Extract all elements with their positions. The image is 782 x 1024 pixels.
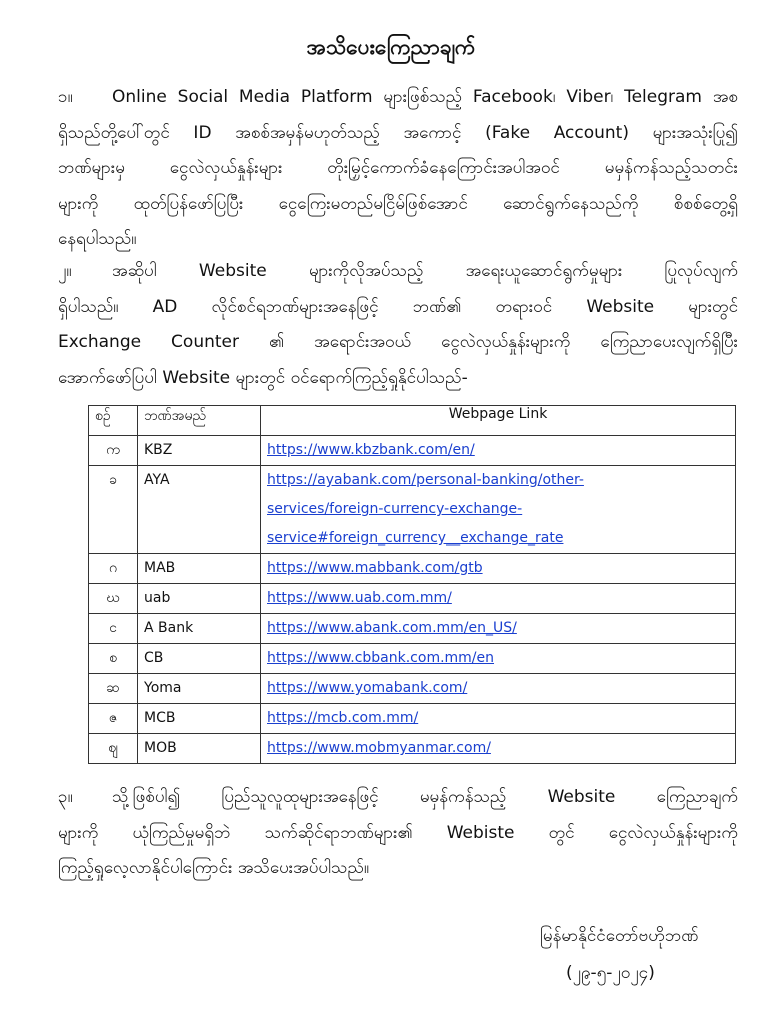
paragraph-3-line: ၃။ သို့ဖြစ်ပါ၍ ပြည်သူလူထုများအနေဖြင့် မမှန်ကန်သည့် Website ကြေညာချက် <box>58 780 738 816</box>
table-row <box>89 614 736 644</box>
paragraph-3-line: များကို ယုံကြည်မှုမရှိဘဲ သက်ဆိုင်ရာဘဏ်များ၏ Webiste တွင် ငွေလဲလှယ်နှုန်းများကို <box>58 822 738 843</box>
header-bank-name: ဘဏ်အမည် <box>138 406 261 436</box>
link-cell <box>261 704 736 734</box>
paragraph-2 <box>58 254 738 396</box>
signature-organization: မြန်မာနိုင်ငံတော်ဗဟိုဘဏ် <box>540 926 699 946</box>
table-row <box>89 436 736 466</box>
paragraph-1 <box>58 80 738 258</box>
webpage-link[interactable]: https://www.abank.com.mm/en_US/ <box>267 620 517 636</box>
bank-name: AYA <box>138 466 261 554</box>
link-cell <box>261 584 736 614</box>
paragraph-2-number: ၂။ <box>58 261 72 281</box>
paragraph-2-line: Exchange Counter ၏ အရောင်းအဝယ် ငွေလဲလှယ်နှုန်းများကို ကြေညာပေးလျက်ရှိပြီး <box>58 332 738 353</box>
table-row <box>89 704 736 734</box>
link-cell <box>261 674 736 704</box>
row-number: ဂ <box>89 554 138 584</box>
row-number: ဆ <box>89 674 138 704</box>
header-webpage-link: Webpage Link <box>261 406 736 436</box>
link-cell <box>261 644 736 674</box>
signature-date: (၂၉-၅-၂၀၂၄) <box>566 963 655 983</box>
bank-name: MOB <box>138 734 261 764</box>
paragraph-1-line: ရှိသည်တို့ပေါ်တွင် ID အစစ်အမှန်မဟုတ်သည့် အကောင့် (Fake Account) များအသုံးပြု၍ <box>58 122 738 143</box>
table-row <box>89 644 736 674</box>
bank-name: KBZ <box>138 436 261 466</box>
paragraph-1-line: နေရပါသည်။ <box>58 229 137 250</box>
paragraph-3-line: ကြည့်ရှုလေ့လာနိုင်ပါကြောင်း အသိပေးအပ်ပါသည်။ <box>58 858 370 879</box>
webpage-link[interactable]: https://www.mabbank.com/gtb <box>267 560 483 576</box>
paragraph-3 <box>58 780 738 887</box>
webpage-link[interactable]: https://www.mobmyanmar.com/ <box>267 740 491 756</box>
row-number: စ <box>89 644 138 674</box>
webpage-link[interactable]: service#foreign_currency__exchange_rate <box>267 530 564 546</box>
paragraph-1-number: ၁။ <box>58 87 73 107</box>
table-row <box>89 584 736 614</box>
header-number: စဉ် <box>89 406 138 436</box>
table-row <box>89 674 736 704</box>
table-row <box>89 466 736 554</box>
webpage-link[interactable]: https://mcb.com.mm/ <box>267 710 419 726</box>
webpage-link[interactable]: https://ayabank.com/personal-banking/other- <box>267 472 584 488</box>
webpage-link[interactable]: https://www.cbbank.com.mm/en <box>267 650 495 666</box>
paragraph-2-line: အောက်ဖော်ပြပါ Website များတွင် ဝင်ရောက်ကြည့်ရှုနိုင်ပါသည်- <box>58 367 468 388</box>
table-row <box>89 734 736 764</box>
table-header-row <box>89 406 736 436</box>
webpage-link[interactable]: https://www.kbzbank.com/en/ <box>267 442 475 458</box>
paragraph-2-line: ၂။ အဆိုပါ Website များကိုလိုအပ်သည့် အရေးယူဆောင်ရွက်မှုများ ပြုလုပ်လျက် <box>58 254 738 290</box>
bank-name: MCB <box>138 704 261 734</box>
row-number: ဇ <box>89 704 138 734</box>
row-number: က <box>89 436 138 466</box>
row-number: ခ <box>89 466 138 554</box>
webpage-link[interactable]: https://www.uab.com.mm/ <box>267 590 452 606</box>
row-number: ဈ <box>89 734 138 764</box>
bank-name: A Bank <box>138 614 261 644</box>
paragraph-1-line: များကို ထုတ်ပြန်ဖော်ပြပြီး ငွေကြေးမတည်မငြိမ်ဖြစ်အောင် ဆောင်ရွက်နေသည်ကို စိစစ်တွေ့ရှိ <box>58 193 738 214</box>
paragraph-3-number: ၃။ <box>58 787 73 807</box>
paragraph-2-line: ရှိပါသည်။ AD လိုင်စင်ရဘဏ်များအနေဖြင့် ဘဏ်၏ တရားဝင် Website များတွင် <box>58 296 738 317</box>
link-cell <box>261 436 736 466</box>
bank-links-table <box>88 405 736 764</box>
row-number: င <box>89 614 138 644</box>
paragraph-1-line: ၁။ Online Social Media Platform များဖြစ်သည့် Facebook၊ Viber၊ Telegram အစ <box>58 80 738 116</box>
bank-name: Yoma <box>138 674 261 704</box>
link-cell <box>261 554 736 584</box>
webpage-link[interactable]: https://www.yomabank.com/ <box>267 680 468 696</box>
webpage-link[interactable]: services/foreign-currency-exchange- <box>267 501 523 517</box>
table-row <box>89 554 736 584</box>
link-cell <box>261 466 736 554</box>
link-cell <box>261 734 736 764</box>
bank-name: MAB <box>138 554 261 584</box>
paragraph-1-line: ဘဏ်များမှ ငွေလဲလှယ်နှုန်းများ တိုးမြှင့်ကောက်ခံနေကြောင်းအပါအဝင် မမှန်ကန်သည့်သတင်း <box>58 158 738 179</box>
bank-name: CB <box>138 644 261 674</box>
link-cell <box>261 614 736 644</box>
bank-name: uab <box>138 584 261 614</box>
row-number: ဃ <box>89 584 138 614</box>
notice-title: အသိပေးကြေညာချက် <box>306 35 476 59</box>
